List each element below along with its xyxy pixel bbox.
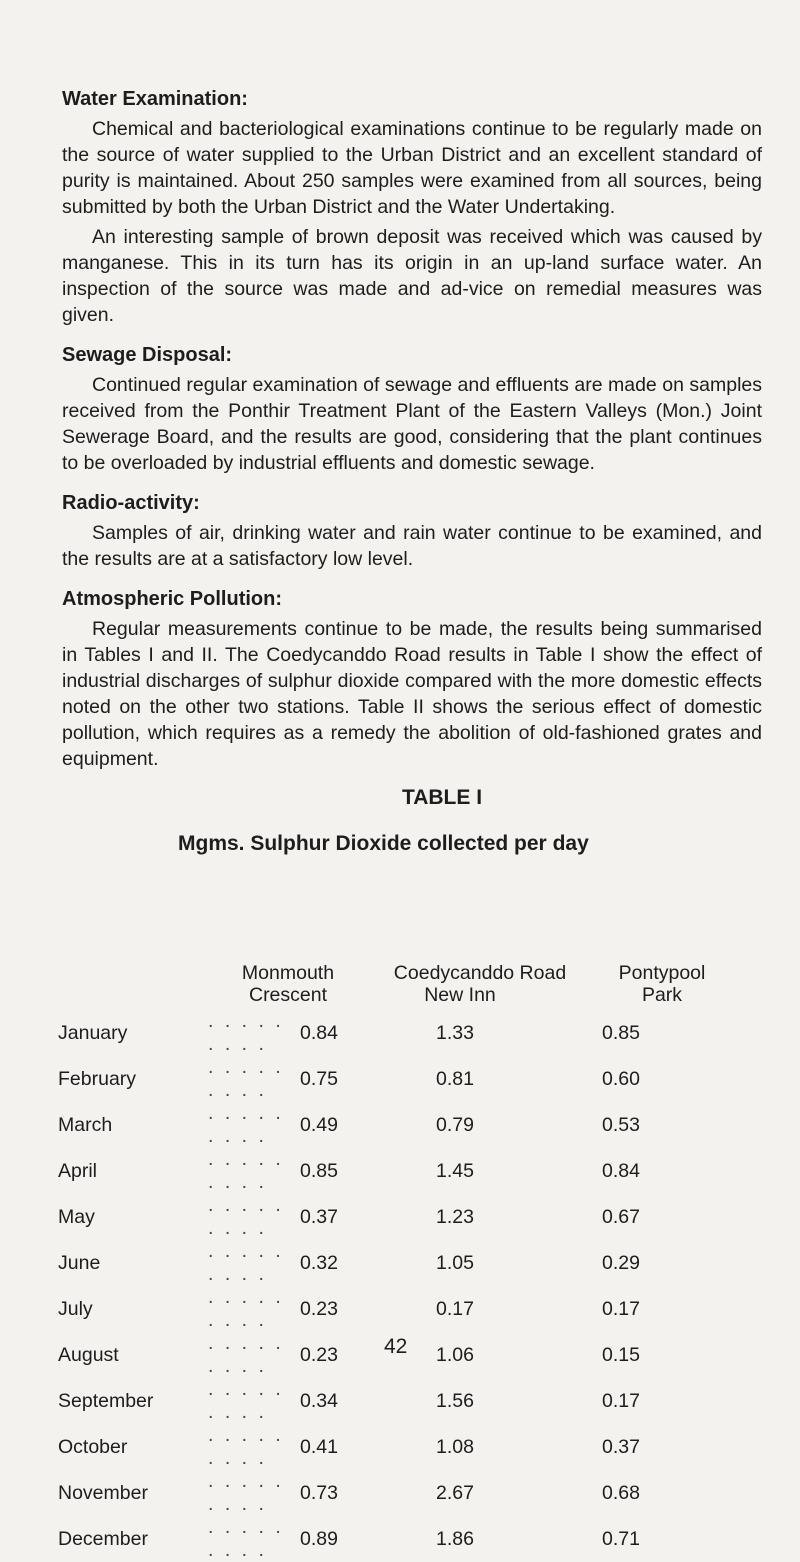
value-monmouth-crescent: 0.73 — [300, 1481, 338, 1504]
table-row — [58, 1378, 640, 1424]
value-monmouth-crescent: 0.37 — [300, 1205, 338, 1228]
column-header-line: Monmouth — [241, 962, 335, 984]
column-header-line: Pontypool — [618, 962, 706, 984]
value-coedycanddo-new-inn: 2.67 — [436, 1481, 474, 1504]
value-monmouth-crescent: 0.49 — [300, 1113, 338, 1136]
value-pontypool-park: 0.17 — [602, 1389, 640, 1412]
table-row — [58, 1332, 640, 1378]
table-row — [58, 1010, 640, 1056]
section-heading: Radio-activity: — [62, 492, 200, 514]
leader-dots: . . . . . . . . . — [208, 1056, 284, 1101]
table-row — [58, 1102, 640, 1148]
value-pontypool-park: 0.67 — [602, 1205, 640, 1228]
paragraph: Samples of air, drinking water and rain water continue to be examined, and the results are at a satisfactory low level. — [62, 522, 762, 570]
month-cell: January — [58, 1022, 128, 1044]
value-pontypool-park: 0.37 — [602, 1435, 640, 1458]
value-coedycanddo-new-inn: 1.33 — [436, 1021, 474, 1044]
value-pontypool-park: 0.84 — [602, 1159, 640, 1182]
column-header-line: Park — [641, 984, 683, 1006]
table-row — [58, 1148, 640, 1194]
section-heading: Water Examination: — [62, 88, 248, 110]
value-pontypool-park: 0.85 — [602, 1021, 640, 1044]
section-heading: Sewage Disposal: — [62, 344, 233, 366]
value-coedycanddo-new-inn: 1.23 — [436, 1205, 474, 1228]
value-coedycanddo-new-inn: 1.56 — [436, 1389, 474, 1412]
document-body — [62, 86, 762, 856]
value-pontypool-park: 0.60 — [602, 1067, 640, 1090]
value-monmouth-crescent: 0.23 — [300, 1297, 338, 1320]
month-cell: August — [58, 1344, 119, 1366]
value-pontypool-park: 0.15 — [602, 1343, 640, 1366]
column-header-monmouth — [213, 962, 363, 1006]
month-cell: October — [58, 1436, 128, 1458]
table-body — [58, 1010, 640, 1562]
leader-dots: . . . . . . . . . — [208, 1286, 284, 1331]
leader-dots: . . . . . . . . . — [208, 1148, 284, 1193]
leader-dots: . . . . . . . . . — [208, 1102, 284, 1147]
section-heading: Atmospheric Pollution: — [62, 588, 282, 610]
value-monmouth-crescent: 0.75 — [300, 1067, 338, 1090]
leader-dots: . . . . . . . . . — [208, 1424, 284, 1469]
leader-dots: . . . . . . . . . — [208, 1332, 284, 1377]
sulphur-dioxide-table — [58, 1010, 640, 1562]
value-monmouth-crescent: 0.34 — [300, 1389, 338, 1412]
value-pontypool-park: 0.17 — [602, 1297, 640, 1320]
month-cell: December — [58, 1528, 148, 1550]
column-header-line: Coedycanddo Road — [393, 962, 567, 984]
value-monmouth-crescent: 0.89 — [300, 1527, 338, 1550]
leader-dots: . . . . . . . . . — [208, 1194, 284, 1239]
paragraph: Regular measurements continue to be made, the results being summarised in Tables I and II. The Coedycanddo Road results in Table I show the effect of industrial discharges of sulphur dioxide compared with the more domestic effects noted on the other two stations. Table II shows the serious effect of domestic pollution, which requires as a remedy the abolition of old-fashioned grates and equipment. — [62, 618, 762, 770]
table-row — [58, 1194, 640, 1240]
table-row — [58, 1056, 640, 1102]
month-cell: April — [58, 1160, 98, 1182]
value-monmouth-crescent: 0.32 — [300, 1251, 338, 1274]
page-number: 42 — [384, 1335, 408, 1358]
value-pontypool-park: 0.53 — [602, 1113, 640, 1136]
table-row — [58, 1470, 640, 1516]
value-coedycanddo-new-inn: 0.17 — [436, 1297, 474, 1320]
section-radio-activity — [62, 490, 762, 572]
paragraph: An interesting sample of brown deposit was received which was caused by manganese. This in its turn has its origin in an up-land surface water. An inspection of the source was made and ad-vice on remedial measures was given. — [62, 226, 762, 326]
leader-dots: . . . . . . . . . — [208, 1010, 284, 1055]
leader-dots: . . . . . . . . . — [208, 1240, 284, 1285]
leader-dots: . . . . . . . . . — [208, 1378, 284, 1423]
value-coedycanddo-new-inn: 1.05 — [436, 1251, 474, 1274]
paragraph: Continued regular examination of sewage and effluents are made on samples received from the Ponthir Treatment Plant of the Eastern Valleys (Mon.) Joint Sewerage Board, and the results are good, considering that the plant continues to be overloaded by industrial effluents and domestic sewage. — [62, 374, 762, 474]
value-pontypool-park: 0.29 — [602, 1251, 640, 1274]
section-sewage-disposal — [62, 342, 762, 476]
section-atmospheric-pollution — [62, 586, 762, 772]
column-header-line: New Inn — [424, 984, 496, 1006]
value-coedycanddo-new-inn: 1.45 — [436, 1159, 474, 1182]
table-row — [58, 1286, 640, 1332]
month-cell: May — [58, 1206, 95, 1228]
month-cell: November — [58, 1482, 148, 1504]
value-coedycanddo-new-inn: 1.06 — [436, 1343, 474, 1366]
month-cell: February — [58, 1068, 137, 1090]
value-coedycanddo-new-inn: 1.86 — [436, 1527, 474, 1550]
table-row — [58, 1516, 640, 1562]
month-cell: March — [58, 1114, 113, 1136]
value-pontypool-park: 0.68 — [602, 1481, 640, 1504]
value-coedycanddo-new-inn: 0.79 — [436, 1113, 474, 1136]
column-header-coedycanddo — [365, 962, 595, 1006]
table-row — [58, 1424, 640, 1470]
value-monmouth-crescent: 0.85 — [300, 1159, 338, 1182]
month-cell: September — [58, 1390, 154, 1412]
value-pontypool-park: 0.71 — [602, 1527, 640, 1550]
month-cell: June — [58, 1252, 101, 1274]
value-monmouth-crescent: 0.23 — [300, 1343, 338, 1366]
table-title: TABLE I — [401, 786, 483, 809]
table-subtitle: Mgms. Sulphur Dioxide collected per day — [178, 832, 589, 855]
value-monmouth-crescent: 0.84 — [300, 1021, 338, 1044]
section-water-examination — [62, 86, 762, 328]
column-header-pontypool — [592, 962, 732, 1006]
table-row — [58, 1240, 640, 1286]
value-coedycanddo-new-inn: 1.08 — [436, 1435, 474, 1458]
month-cell: July — [58, 1298, 93, 1320]
column-header-line: Crescent — [248, 984, 328, 1006]
value-coedycanddo-new-inn: 0.81 — [436, 1067, 474, 1090]
value-monmouth-crescent: 0.41 — [300, 1435, 338, 1458]
leader-dots: . . . . . . . . . — [208, 1470, 284, 1515]
leader-dots: . . . . . . . . . — [208, 1516, 284, 1561]
paragraph: Chemical and bacteriological examinations continue to be regularly made on the source of water supplied to the Urban District and an excellent standard of purity is maintained. About 250 samples were examined from all sources, being submitted by both the Urban District and the Water Undertaking. — [62, 118, 762, 218]
